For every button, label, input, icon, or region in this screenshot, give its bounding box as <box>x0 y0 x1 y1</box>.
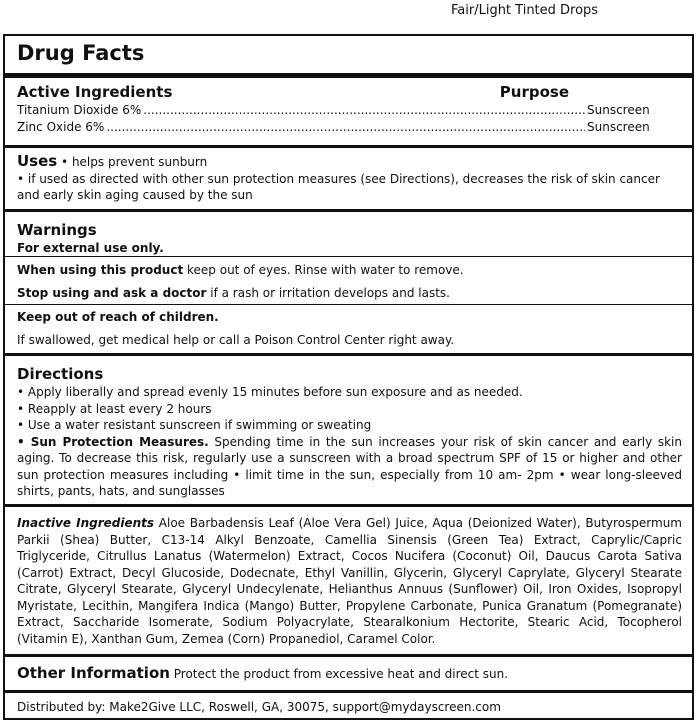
stop-using-label: Stop using and ask a doctor <box>17 286 207 300</box>
thin-divider <box>5 304 692 305</box>
ingredient-name: Titanium Dioxide 6% <box>17 103 142 117</box>
inactive-ingredients-label: Inactive Ingredients <box>17 516 155 530</box>
section-divider <box>5 654 692 657</box>
ingredient-row <box>17 119 682 136</box>
thick-divider <box>5 73 692 78</box>
warnings-heading: Warnings <box>17 221 97 239</box>
product-variant-caption: Fair/Light Tinted Drops <box>451 3 599 18</box>
leader-dots <box>106 119 585 136</box>
uses-first: • helps prevent sunburn <box>61 155 208 169</box>
active-ingredients-section <box>17 83 682 135</box>
other-information-section <box>17 665 682 683</box>
uses-second: • if used as directed with other sun protection measures (see Directions), decreases the risk of skin cancer and early skin aging caused by the sun <box>17 171 660 202</box>
ingredient-purpose: Sunscreen <box>587 103 650 117</box>
directions-heading: Directions <box>17 365 104 383</box>
swallowed-warning: If swallowed, get medical help or call a Poison Control Center right away. <box>17 332 455 347</box>
when-using-text: keep out of eyes. Rinse with water to remove. <box>183 263 464 277</box>
stop-using-text: if a rash or irritation develops and lasts. <box>206 286 450 300</box>
stop-using-section <box>17 285 682 302</box>
distributor-section <box>17 699 682 716</box>
inactive-ingredients-text: Aloe Barbadensis Leaf (Aloe Vera Gel) Juice, Aqua (Deionized Water), Butyrospermum Parkii (Shea) Butter, C13-14 Alkyl Benzoate, Camellia Sinensis (Green Tea) Extract, Caprylic/Capric Triglyceride, Citrullus Lanatus (Watermelon) Extract, Cocos Nucifera (Coconut) Oil, Daucus Carota Sativa (Carrot) Extract, Decyl Glucoside, Dodecnate, Ethyl Vanillin, Glycerin, Glyceryl Caprylate, Glyceryl Stearate Citrate, Glyceryl Stearate, Glyceryl Undecylenate, Helianthus Annuus (Sunflower) Oil, Iron Oxides, Isopropyl Myristate, Lecithin, Mangifera Indica (Mango) Butter, Propylene Carbonate, Punica Granatum (Pomegranate) Extract, Saccharide Isomerate, Sodium Polyacrylate, Stearalkonium Hectorite, Stearic Acid, Tocopherol (Vitamin E), Xanthan Gum, Zemea (Corn) Propanediol, Caramel Color. <box>17 516 682 646</box>
thin-divider <box>5 256 692 257</box>
leader-dots <box>143 102 585 119</box>
section-divider <box>5 504 692 507</box>
directions-section <box>17 365 682 500</box>
ingredient-purpose: Sunscreen <box>587 119 650 134</box>
when-using-label: When using this product <box>17 263 184 277</box>
direction-item: • Apply liberally and spread evenly 15 minutes before sun exposure and as needed. <box>17 385 523 399</box>
drug-facts-panel <box>3 34 694 720</box>
keep-out-of-reach: Keep out of reach of children. <box>17 310 219 324</box>
section-divider <box>5 209 692 212</box>
sun-protection-label: • Sun Protection Measures. <box>17 434 209 449</box>
section-divider <box>5 690 692 693</box>
ingredient-row <box>17 102 682 119</box>
ingredient-name: Zinc Oxide 6% <box>17 119 105 134</box>
direction-item: • Reapply at least every 2 hours <box>17 401 212 416</box>
purpose-heading: Purpose <box>499 83 569 101</box>
keep-out-section <box>17 309 682 348</box>
section-divider <box>5 145 692 148</box>
other-information-heading: Other Information <box>17 664 170 682</box>
drug-facts-title: Drug Facts <box>17 41 145 65</box>
section-divider <box>5 353 692 356</box>
when-using-section <box>17 262 682 279</box>
active-ingredients-heading: Active Ingredients <box>17 83 173 101</box>
uses-heading: Uses <box>17 152 58 170</box>
other-information-text: Protect the product from excessive heat and direct sun. <box>169 667 509 681</box>
distributor-text: Distributed by: Make2Give LLC, Roswell, GA, 30075, support@mydayscreen.com <box>17 700 501 714</box>
external-use-warning: For external use only. <box>17 241 164 255</box>
warnings-section <box>17 221 682 257</box>
sun-protection-text: Spending time in the sun increases your risk of skin cancer and early skin aging. To decrease this risk, regularly use a sunscreen with a broad spectrum SPF of 15 or higher and other sun protection measures including • limit time in the sun, especially from 10 am- 2pm • wear long-sleeved shirts, pants, hats, and sunglasses <box>17 434 682 498</box>
uses-section <box>17 153 682 204</box>
direction-item: • Use a water resistant sunscreen if swimming or sweating <box>17 418 372 432</box>
inactive-ingredients-section <box>17 515 682 647</box>
